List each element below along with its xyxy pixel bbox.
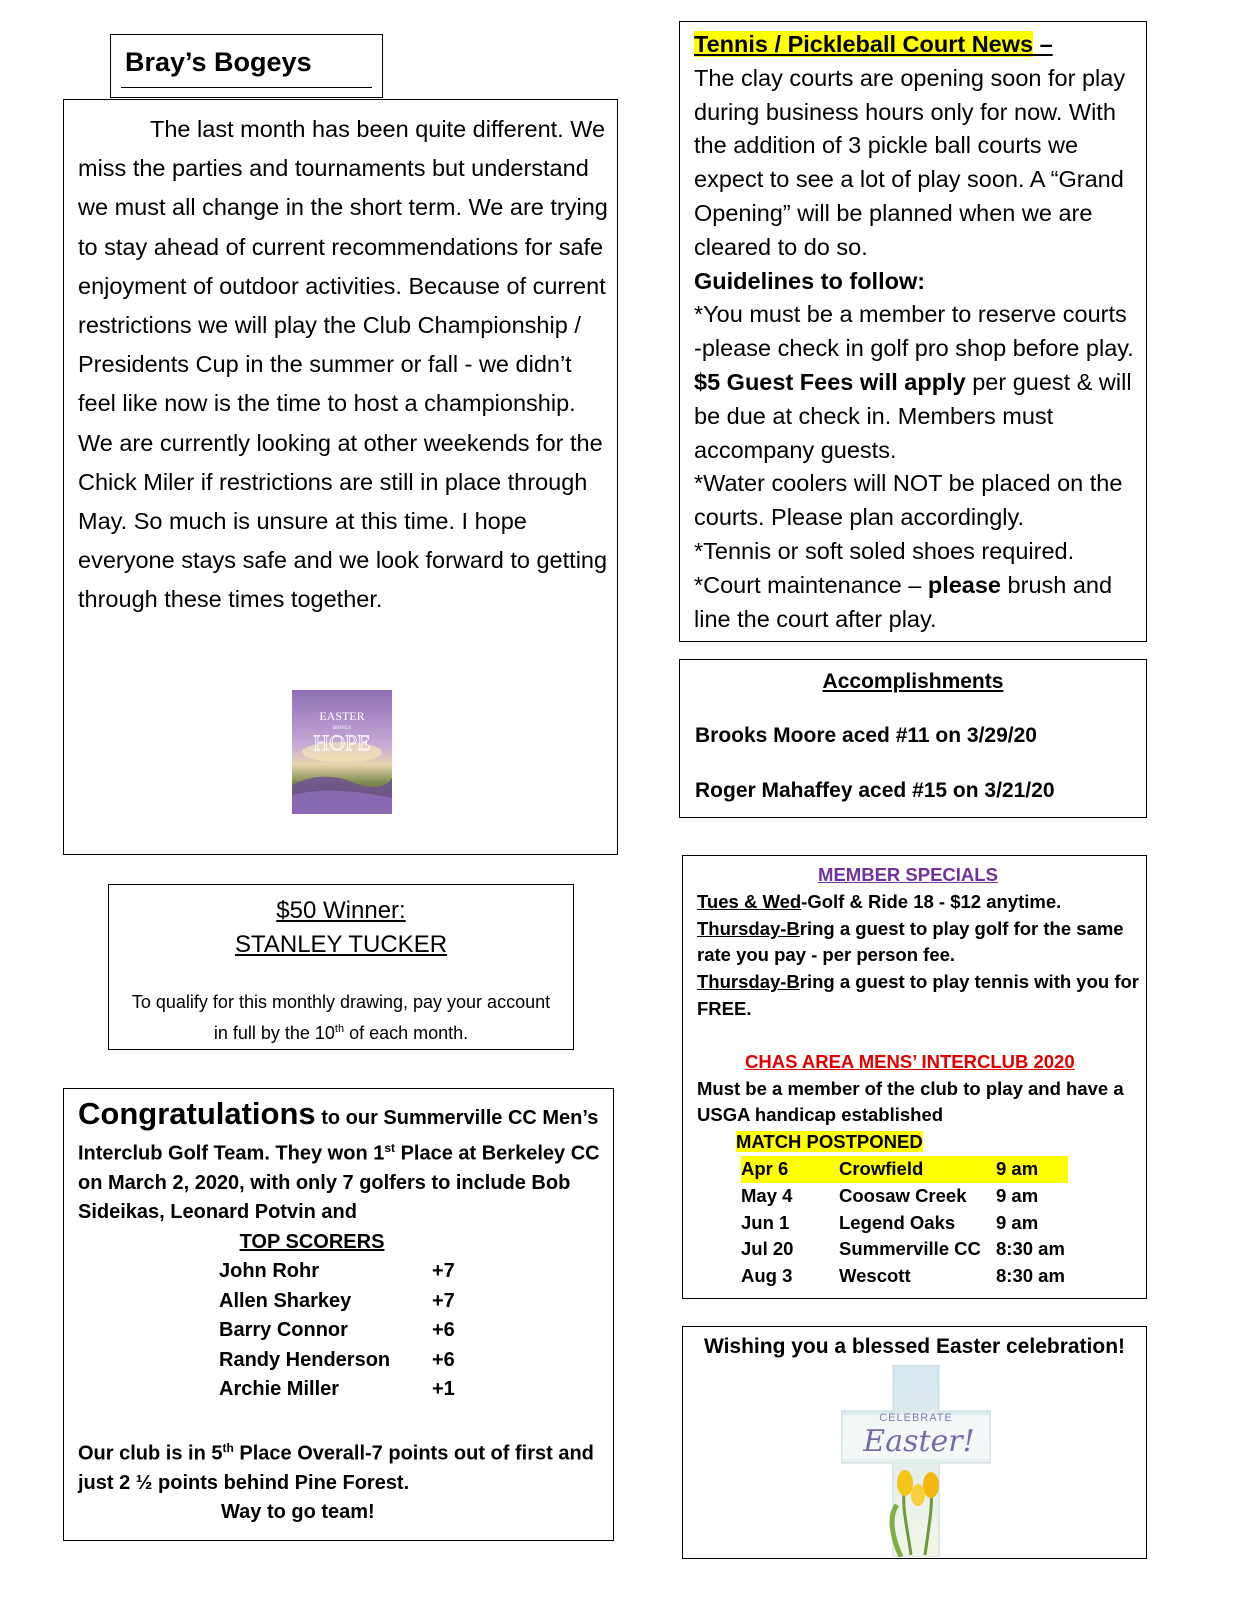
winner-heading: $50 Winner: — [276, 897, 406, 924]
accomplishments-box — [679, 659, 1147, 818]
scorer-row: Barry Connor +6 — [219, 1319, 455, 1342]
match-postponed-label: MATCH POSTPONED — [736, 1131, 923, 1153]
scorer-row: John Rohr +7 — [219, 1260, 455, 1283]
scorer-row: Allen Sharkey +7 — [219, 1289, 455, 1312]
accomplishments-heading: Accomplishments — [822, 670, 1004, 693]
easter-brings-hope-book-image — [292, 690, 392, 814]
schedule-row: Apr 6 Crowfield 9 am — [741, 1156, 1139, 1183]
schedule-row: Aug 3 Wescott 8:30 am — [741, 1265, 1065, 1287]
guideline-item: *Court maintenance – please brush and line the court after play. — [694, 571, 1113, 632]
congratulations-text — [78, 1096, 606, 1528]
brays-bogeys-title-box — [110, 34, 383, 98]
winner-name: STANLEY TUCKER — [234, 931, 448, 958]
interclub-heading: CHAS AREA MENS’ INTERCLUB 2020 — [745, 1050, 1075, 1072]
member-specials-heading-line — [697, 862, 1119, 889]
easter-wish-box — [682, 1326, 1147, 1559]
tennis-heading-line: Tennis / Pickleball Court News – — [694, 31, 1053, 57]
special-item: Tues & Wed-Golf & Ride 18 - $12 anytime. — [697, 890, 1062, 912]
interclub-heading-line — [745, 1049, 1139, 1076]
way-to-go-text: Way to go team! — [221, 1501, 375, 1524]
interclub-note: Must be a member of the club to play and have a USGA handicap established — [697, 1077, 1124, 1126]
tennis-intro: The clay courts are opening soon for play during business hours only for now. With the addition of 3 pickle ball courts we expect to see a lot of play soon. A “Grand Opening” will be planned when we are cleared to do so. — [694, 64, 1126, 260]
book-title-line3: HOPE — [313, 730, 371, 755]
accomplishment-item: Brooks Moore aced #11 on 3/29/20 — [695, 724, 1037, 747]
tennis-heading: Tennis / Pickleball Court News — [694, 31, 1034, 57]
special-item: Thursday-Bring a guest to play golf for the same rate you pay - per person fee. — [697, 917, 1124, 966]
guideline-item: *You must be a member to reserve courts -please check in golf pro shop before play. $5 Guest Fees will apply per guest & will be due at check in. Members must accompany guests. — [694, 301, 1134, 463]
member-specials-box — [682, 855, 1147, 1299]
top-scorers-heading: TOP SCORERS — [239, 1230, 385, 1253]
schedule-row: Jul 20 Summerville CC 8:30 am — [741, 1238, 1065, 1260]
scorer-row: Archie Miller +1 — [219, 1378, 455, 1401]
guideline-item: *Water coolers will NOT be placed on the courts. Please plan accordingly. — [694, 470, 1123, 531]
top-scorers-list — [78, 1257, 606, 1405]
guidelines-heading: Guidelines to follow: — [694, 267, 926, 294]
book-title-line2: BRINGS — [332, 726, 352, 731]
easter-wish-text: Wishing you a blessed Easter celebration! — [703, 1335, 1126, 1358]
interclub-congratulations-box — [63, 1088, 614, 1541]
accomplishment-item: Roger Mahaffey aced #15 on 3/21/20 — [695, 779, 1055, 802]
special-item: Thursday-Bring a guest to play tennis with you for FREE. — [697, 971, 1139, 1019]
brays-bogeys-body: The last month has been quite different. We miss the parties and tournaments but understand we must all change in the short term. We are trying to stay ahead of current recommendations for safe enjoyment of outdoor activities. Because of current restrictions we will play the Club Championship / Presidents Cup in the summer or fall - we didn’t feel like now is the time to host a championship. We are currently looking at other weekends for the Chick Miler if restrictions are still in place through May. So much is unsure at this time. I hope everyone stays safe and we look forward to getting through these times together. — [78, 116, 608, 613]
guideline-item: *Tennis or soft soled shoes required. — [694, 537, 1075, 564]
book-title-line1: EASTER — [319, 709, 365, 723]
schedule-row: Jun 1 Legend Oaks 9 am — [741, 1211, 1039, 1233]
cross-celebrate-text: CELEBRATE — [879, 1412, 953, 1424]
match-postponed-line — [736, 1129, 1139, 1156]
cross-easter-text: Easter! — [863, 1424, 975, 1459]
schedule-row: May 4 Coosaw Creek 9 am — [741, 1184, 1039, 1206]
tennis-news-text — [694, 28, 1140, 636]
winner-qualify-note: To qualify for this monthly drawing, pay your account in full by the 10th of each month. — [131, 992, 551, 1043]
member-specials-heading: MEMBER SPECIALS — [818, 864, 998, 885]
brays-bogeys-text-block — [78, 110, 608, 620]
congratulations-intro: Congratulations to our Summerville CC Men’s Interclub Golf Team. They won 1st Place at Berkeley CC on March 2, 2020, with only 7 golfers to include Bob Sideikas, Leonard Potvin and — [78, 1096, 600, 1224]
monthly-winner-box — [108, 884, 574, 1050]
celebrate-easter-cross-image — [841, 1365, 991, 1557]
member-specials-text — [697, 862, 1139, 1290]
club-standing-text: Our club is in 5th Place Overall-7 points out of first and just 2 ½ points behind Pine Forest. — [78, 1440, 594, 1494]
title-underline — [121, 87, 372, 88]
brays-bogeys-title: Bray’s Bogeys — [125, 47, 312, 77]
tennis-pickleball-news-box — [679, 21, 1147, 642]
scorer-row: Randy Henderson +6 — [219, 1348, 455, 1371]
brays-bogeys-article — [63, 99, 618, 855]
